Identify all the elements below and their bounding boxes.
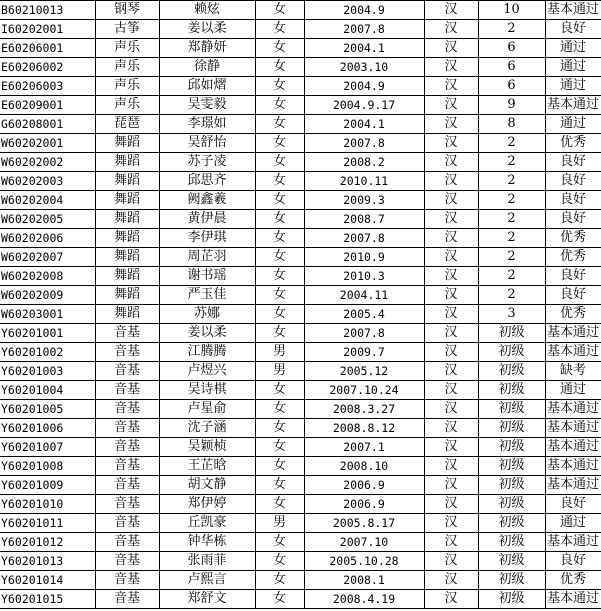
exam-level-cell[interactable]: 初级 bbox=[478, 495, 545, 514]
instrument-cell[interactable]: 舞蹈 bbox=[95, 267, 159, 286]
instrument-cell[interactable]: 音基 bbox=[95, 362, 159, 381]
exam-level-cell[interactable]: 初级 bbox=[478, 438, 545, 457]
ethnicity-cell[interactable]: 汉 bbox=[424, 172, 478, 191]
ethnicity-cell[interactable]: 汉 bbox=[424, 1, 478, 20]
student-id-cell[interactable]: W60202002 bbox=[0, 153, 95, 172]
student-id-cell[interactable]: I60202001 bbox=[0, 20, 95, 39]
student-id-cell[interactable]: Y60201006 bbox=[0, 419, 95, 438]
student-id-cell[interactable]: Y60201008 bbox=[0, 457, 95, 476]
student-id-cell[interactable]: Y60201001 bbox=[0, 324, 95, 343]
table-row bbox=[0, 39, 601, 58]
ethnicity-cell[interactable]: 汉 bbox=[424, 77, 478, 96]
result-grade-cell[interactable]: 通过 bbox=[545, 514, 601, 533]
result-grade-cell[interactable]: 优秀 bbox=[545, 134, 601, 153]
gender-cell[interactable]: 女 bbox=[255, 457, 304, 476]
result-grade-cell[interactable]: 基本通过 bbox=[545, 419, 601, 438]
exam-level-cell[interactable]: 3 bbox=[478, 305, 545, 324]
student-name-cell[interactable]: 李伊琪 bbox=[159, 229, 255, 248]
instrument-cell[interactable]: 古筝 bbox=[95, 20, 159, 39]
table-row bbox=[0, 438, 601, 457]
gender-cell[interactable]: 女 bbox=[255, 476, 304, 495]
student-name-cell[interactable]: 姜以柔 bbox=[159, 20, 255, 39]
table-row bbox=[0, 419, 601, 438]
birth-date-cell[interactable]: 2008.7 bbox=[304, 210, 424, 229]
exam-level-cell[interactable]: 8 bbox=[478, 115, 545, 134]
birth-date-cell[interactable]: 2006.9 bbox=[304, 476, 424, 495]
instrument-cell[interactable]: 音基 bbox=[95, 476, 159, 495]
result-grade-cell[interactable]: 良好 bbox=[545, 172, 601, 191]
instrument-cell[interactable]: 舞蹈 bbox=[95, 210, 159, 229]
result-grade-cell[interactable]: 良好 bbox=[545, 267, 601, 286]
table-row bbox=[0, 58, 601, 77]
birth-date-cell[interactable]: 2008.10 bbox=[304, 457, 424, 476]
result-grade-cell[interactable]: 基本通过 bbox=[545, 343, 601, 362]
gender-cell[interactable]: 女 bbox=[255, 305, 304, 324]
student-name-cell[interactable]: 邱如熠 bbox=[159, 77, 255, 96]
gender-cell[interactable]: 女 bbox=[255, 115, 304, 134]
gender-cell[interactable]: 女 bbox=[255, 400, 304, 419]
student-name-cell[interactable]: 严玉佳 bbox=[159, 286, 255, 305]
student-name-cell[interactable]: 徐静 bbox=[159, 58, 255, 77]
table-row bbox=[0, 495, 601, 514]
ethnicity-cell[interactable]: 汉 bbox=[424, 210, 478, 229]
instrument-cell[interactable]: 音基 bbox=[95, 343, 159, 362]
result-grade-cell[interactable]: 缺考 bbox=[545, 362, 601, 381]
exam-level-cell[interactable]: 10 bbox=[478, 1, 545, 20]
student-name-cell[interactable]: 姜以柔 bbox=[159, 324, 255, 343]
result-grade-cell[interactable]: 基本通过 bbox=[545, 96, 601, 115]
student-name-cell[interactable]: 胡文静 bbox=[159, 476, 255, 495]
result-grade-cell[interactable]: 优秀 bbox=[545, 571, 601, 590]
ethnicity-cell[interactable]: 汉 bbox=[424, 571, 478, 590]
exam-level-cell[interactable]: 初级 bbox=[478, 552, 545, 571]
exam-level-cell[interactable]: 9 bbox=[478, 96, 545, 115]
result-grade-cell[interactable]: 基本通过 bbox=[545, 533, 601, 552]
ethnicity-cell[interactable]: 汉 bbox=[424, 134, 478, 153]
instrument-cell[interactable]: 钢琴 bbox=[95, 1, 159, 20]
gender-cell[interactable]: 女 bbox=[255, 20, 304, 39]
student-id-cell[interactable]: W60202001 bbox=[0, 134, 95, 153]
student-id-cell[interactable]: W60202003 bbox=[0, 172, 95, 191]
result-grade-cell[interactable]: 基本通过 bbox=[545, 324, 601, 343]
ethnicity-cell[interactable]: 汉 bbox=[424, 267, 478, 286]
student-id-cell[interactable]: E60206003 bbox=[0, 77, 95, 96]
table-row bbox=[0, 20, 601, 39]
result-grade-cell[interactable]: 良好 bbox=[545, 286, 601, 305]
exam-level-cell[interactable]: 初级 bbox=[478, 400, 545, 419]
student-name-cell[interactable]: 苏娜 bbox=[159, 305, 255, 324]
instrument-cell[interactable]: 舞蹈 bbox=[95, 153, 159, 172]
result-grade-cell[interactable]: 基本通过 bbox=[545, 400, 601, 419]
exam-level-cell[interactable]: 初级 bbox=[478, 533, 545, 552]
instrument-cell[interactable]: 音基 bbox=[95, 400, 159, 419]
student-id-cell[interactable]: W60202004 bbox=[0, 191, 95, 210]
result-grade-cell[interactable]: 通过 bbox=[545, 58, 601, 77]
exam-level-cell[interactable]: 2 bbox=[478, 172, 545, 191]
instrument-cell[interactable]: 声乐 bbox=[95, 58, 159, 77]
student-name-cell[interactable]: 赖炫 bbox=[159, 1, 255, 20]
birth-date-cell[interactable]: 2004.9 bbox=[304, 1, 424, 20]
gender-cell[interactable]: 女 bbox=[255, 134, 304, 153]
student-id-cell[interactable]: Y60201005 bbox=[0, 400, 95, 419]
instrument-cell[interactable]: 舞蹈 bbox=[95, 172, 159, 191]
gender-cell[interactable]: 女 bbox=[255, 96, 304, 115]
exam-level-cell[interactable]: 2 bbox=[478, 286, 545, 305]
student-id-cell[interactable]: Y60201014 bbox=[0, 571, 95, 590]
gender-cell[interactable]: 女 bbox=[255, 571, 304, 590]
table-row bbox=[0, 210, 601, 229]
ethnicity-cell[interactable]: 汉 bbox=[424, 400, 478, 419]
result-grade-cell[interactable]: 优秀 bbox=[545, 305, 601, 324]
ethnicity-cell[interactable]: 汉 bbox=[424, 96, 478, 115]
table-row bbox=[0, 381, 601, 400]
student-id-cell[interactable]: B60210013 bbox=[0, 1, 95, 20]
birth-date-cell[interactable]: 2003.10 bbox=[304, 58, 424, 77]
birth-date-cell[interactable]: 2010.11 bbox=[304, 172, 424, 191]
birth-date-cell[interactable]: 2005.12 bbox=[304, 362, 424, 381]
ethnicity-cell[interactable]: 汉 bbox=[424, 58, 478, 77]
gender-cell[interactable]: 男 bbox=[255, 514, 304, 533]
ethnicity-cell[interactable]: 汉 bbox=[424, 438, 478, 457]
student-name-cell[interactable]: 卢熙言 bbox=[159, 571, 255, 590]
gender-cell[interactable]: 女 bbox=[255, 590, 304, 609]
exam-level-cell[interactable]: 初级 bbox=[478, 362, 545, 381]
result-grade-cell[interactable]: 良好 bbox=[545, 552, 601, 571]
ethnicity-cell[interactable]: 汉 bbox=[424, 115, 478, 134]
gender-cell[interactable]: 女 bbox=[255, 495, 304, 514]
student-name-cell[interactable]: 吴舒怡 bbox=[159, 134, 255, 153]
exam-level-cell[interactable]: 2 bbox=[478, 248, 545, 267]
student-name-cell[interactable]: 苏子凌 bbox=[159, 153, 255, 172]
birth-date-cell[interactable]: 2008.2 bbox=[304, 153, 424, 172]
gender-cell[interactable]: 女 bbox=[255, 324, 304, 343]
table-row bbox=[0, 571, 601, 590]
ethnicity-cell[interactable]: 汉 bbox=[424, 533, 478, 552]
table-row bbox=[0, 134, 601, 153]
instrument-cell[interactable]: 音基 bbox=[95, 552, 159, 571]
student-id-cell[interactable]: E60209001 bbox=[0, 96, 95, 115]
result-grade-cell[interactable]: 良好 bbox=[545, 495, 601, 514]
ethnicity-cell[interactable]: 汉 bbox=[424, 343, 478, 362]
ethnicity-cell[interactable]: 汉 bbox=[424, 590, 478, 609]
result-grade-cell[interactable]: 通过 bbox=[545, 77, 601, 96]
result-grade-cell[interactable]: 良好 bbox=[545, 153, 601, 172]
birth-date-cell[interactable]: 2007.10 bbox=[304, 533, 424, 552]
gender-cell[interactable]: 女 bbox=[255, 39, 304, 58]
gender-cell[interactable]: 女 bbox=[255, 1, 304, 20]
student-id-cell[interactable]: Y60201009 bbox=[0, 476, 95, 495]
exam-level-cell[interactable]: 2 bbox=[478, 191, 545, 210]
result-grade-cell[interactable]: 通过 bbox=[545, 381, 601, 400]
student-name-cell[interactable]: 张雨菲 bbox=[159, 552, 255, 571]
student-id-cell[interactable]: Y60201015 bbox=[0, 590, 95, 609]
ethnicity-cell[interactable]: 汉 bbox=[424, 362, 478, 381]
birth-date-cell[interactable]: 2009.3 bbox=[304, 191, 424, 210]
table-row bbox=[0, 343, 601, 362]
ethnicity-cell[interactable]: 汉 bbox=[424, 39, 478, 58]
table-row bbox=[0, 172, 601, 191]
ethnicity-cell[interactable]: 汉 bbox=[424, 476, 478, 495]
gender-cell[interactable]: 女 bbox=[255, 419, 304, 438]
gender-cell[interactable]: 女 bbox=[255, 248, 304, 267]
exam-level-cell[interactable]: 初级 bbox=[478, 324, 545, 343]
student-name-cell[interactable]: 吴颖桢 bbox=[159, 438, 255, 457]
exam-level-cell[interactable]: 初级 bbox=[478, 476, 545, 495]
exam-level-cell[interactable]: 初级 bbox=[478, 381, 545, 400]
birth-date-cell[interactable]: 2004.9.17 bbox=[304, 96, 424, 115]
ethnicity-cell[interactable]: 汉 bbox=[424, 381, 478, 400]
birth-date-cell[interactable]: 2005.4 bbox=[304, 305, 424, 324]
ethnicity-cell[interactable]: 汉 bbox=[424, 552, 478, 571]
student-id-cell[interactable]: W60202008 bbox=[0, 267, 95, 286]
result-grade-cell[interactable]: 优秀 bbox=[545, 248, 601, 267]
instrument-cell[interactable]: 声乐 bbox=[95, 77, 159, 96]
student-name-cell[interactable]: 郑静妍 bbox=[159, 39, 255, 58]
instrument-cell[interactable]: 声乐 bbox=[95, 39, 159, 58]
student-id-cell[interactable]: Y60201002 bbox=[0, 343, 95, 362]
instrument-cell[interactable]: 音基 bbox=[95, 533, 159, 552]
ethnicity-cell[interactable]: 汉 bbox=[424, 305, 478, 324]
birth-date-cell[interactable]: 2007.8 bbox=[304, 324, 424, 343]
instrument-cell[interactable]: 音基 bbox=[95, 381, 159, 400]
result-grade-cell[interactable]: 基本通过 bbox=[545, 1, 601, 20]
table-row bbox=[0, 77, 601, 96]
table-row bbox=[0, 1, 601, 20]
student-id-cell[interactable]: Y60201012 bbox=[0, 533, 95, 552]
exam-level-cell[interactable]: 初级 bbox=[478, 419, 545, 438]
instrument-cell[interactable]: 音基 bbox=[95, 438, 159, 457]
table-row bbox=[0, 267, 601, 286]
table-row bbox=[0, 324, 601, 343]
birth-date-cell[interactable]: 2004.1 bbox=[304, 39, 424, 58]
table-row bbox=[0, 552, 601, 571]
exam-level-cell[interactable]: 6 bbox=[478, 39, 545, 58]
student-name-cell[interactable]: 吴雯毅 bbox=[159, 96, 255, 115]
birth-date-cell[interactable]: 2010.3 bbox=[304, 267, 424, 286]
result-grade-cell[interactable]: 基本通过 bbox=[545, 476, 601, 495]
gender-cell[interactable]: 女 bbox=[255, 552, 304, 571]
instrument-cell[interactable]: 音基 bbox=[95, 571, 159, 590]
table-row bbox=[0, 590, 601, 609]
gender-cell[interactable]: 女 bbox=[255, 381, 304, 400]
instrument-cell[interactable]: 音基 bbox=[95, 514, 159, 533]
birth-date-cell[interactable]: 2007.8 bbox=[304, 20, 424, 39]
ethnicity-cell[interactable]: 汉 bbox=[424, 324, 478, 343]
birth-date-cell[interactable]: 2008.8.12 bbox=[304, 419, 424, 438]
student-name-cell[interactable]: 周芷羽 bbox=[159, 248, 255, 267]
student-id-cell[interactable]: Y60201013 bbox=[0, 552, 95, 571]
result-grade-cell[interactable]: 良好 bbox=[545, 191, 601, 210]
ethnicity-cell[interactable]: 汉 bbox=[424, 419, 478, 438]
gender-cell[interactable]: 女 bbox=[255, 58, 304, 77]
birth-date-cell[interactable]: 2010.9 bbox=[304, 248, 424, 267]
student-name-cell[interactable]: 沈子涵 bbox=[159, 419, 255, 438]
student-name-cell[interactable]: 黄伊晨 bbox=[159, 210, 255, 229]
birth-date-cell[interactable]: 2005.8.17 bbox=[304, 514, 424, 533]
birth-date-cell[interactable]: 2004.11 bbox=[304, 286, 424, 305]
ethnicity-cell[interactable]: 汉 bbox=[424, 248, 478, 267]
gender-cell[interactable]: 女 bbox=[255, 229, 304, 248]
student-id-cell[interactable]: Y60201011 bbox=[0, 514, 95, 533]
ethnicity-cell[interactable]: 汉 bbox=[424, 514, 478, 533]
student-id-cell[interactable]: G60208001 bbox=[0, 115, 95, 134]
instrument-cell[interactable]: 舞蹈 bbox=[95, 248, 159, 267]
birth-date-cell[interactable]: 2007.1 bbox=[304, 438, 424, 457]
birth-date-cell[interactable]: 2005.10.28 bbox=[304, 552, 424, 571]
student-name-cell[interactable]: 王芷晗 bbox=[159, 457, 255, 476]
instrument-cell[interactable]: 舞蹈 bbox=[95, 191, 159, 210]
exam-level-cell[interactable]: 初级 bbox=[478, 514, 545, 533]
birth-date-cell[interactable]: 2008.3.27 bbox=[304, 400, 424, 419]
student-name-cell[interactable]: 郑舒文 bbox=[159, 590, 255, 609]
table-row bbox=[0, 96, 601, 115]
student-id-cell[interactable]: W60202009 bbox=[0, 286, 95, 305]
instrument-cell[interactable]: 音基 bbox=[95, 419, 159, 438]
student-id-cell[interactable]: Y60201004 bbox=[0, 381, 95, 400]
instrument-cell[interactable]: 音基 bbox=[95, 495, 159, 514]
birth-date-cell[interactable]: 2009.7 bbox=[304, 343, 424, 362]
result-grade-cell[interactable]: 优秀 bbox=[545, 229, 601, 248]
birth-date-cell[interactable]: 2008.4.19 bbox=[304, 590, 424, 609]
student-id-cell[interactable]: E60206001 bbox=[0, 39, 95, 58]
instrument-cell[interactable]: 音基 bbox=[95, 590, 159, 609]
student-name-cell[interactable]: 丘凯豪 bbox=[159, 514, 255, 533]
student-name-cell[interactable]: 李璟如 bbox=[159, 115, 255, 134]
gender-cell[interactable]: 男 bbox=[255, 362, 304, 381]
table-row bbox=[0, 229, 601, 248]
birth-date-cell[interactable]: 2006.9 bbox=[304, 495, 424, 514]
student-id-cell[interactable]: Y60201010 bbox=[0, 495, 95, 514]
result-grade-cell[interactable]: 通过 bbox=[545, 115, 601, 134]
student-name-cell[interactable]: 吴诗棋 bbox=[159, 381, 255, 400]
exam-level-cell[interactable]: 初级 bbox=[478, 571, 545, 590]
exam-level-cell[interactable]: 6 bbox=[478, 58, 545, 77]
result-grade-cell[interactable]: 基本通过 bbox=[545, 438, 601, 457]
table-row bbox=[0, 191, 601, 210]
instrument-cell[interactable]: 舞蹈 bbox=[95, 229, 159, 248]
student-name-cell[interactable]: 郑伊婷 bbox=[159, 495, 255, 514]
student-id-cell[interactable]: E60206002 bbox=[0, 58, 95, 77]
birth-date-cell[interactable]: 2004.9 bbox=[304, 77, 424, 96]
gender-cell[interactable]: 女 bbox=[255, 533, 304, 552]
exam-level-cell[interactable]: 初级 bbox=[478, 343, 545, 362]
gender-cell[interactable]: 女 bbox=[255, 153, 304, 172]
gender-cell[interactable]: 男 bbox=[255, 343, 304, 362]
exam-level-cell[interactable]: 2 bbox=[478, 20, 545, 39]
table-row bbox=[0, 248, 601, 267]
student-id-cell[interactable]: Y60201007 bbox=[0, 438, 95, 457]
instrument-cell[interactable]: 舞蹈 bbox=[95, 305, 159, 324]
gender-cell[interactable]: 女 bbox=[255, 77, 304, 96]
student-name-cell[interactable]: 阙鑫羲 bbox=[159, 191, 255, 210]
table-row bbox=[0, 400, 601, 419]
table-row bbox=[0, 115, 601, 134]
birth-date-cell[interactable]: 2007.8 bbox=[304, 229, 424, 248]
student-id-cell[interactable]: W60202005 bbox=[0, 210, 95, 229]
instrument-cell[interactable]: 音基 bbox=[95, 457, 159, 476]
gender-cell[interactable]: 女 bbox=[255, 191, 304, 210]
student-name-cell[interactable]: 江腾腾 bbox=[159, 343, 255, 362]
exam-level-cell[interactable]: 2 bbox=[478, 267, 545, 286]
student-name-cell[interactable]: 谢书瑶 bbox=[159, 267, 255, 286]
result-grade-cell[interactable]: 基本通过 bbox=[545, 590, 601, 609]
result-grade-cell[interactable]: 良好 bbox=[545, 20, 601, 39]
instrument-cell[interactable]: 音基 bbox=[95, 324, 159, 343]
table-row bbox=[0, 514, 601, 533]
gender-cell[interactable]: 女 bbox=[255, 172, 304, 191]
table-row bbox=[0, 305, 601, 324]
exam-level-cell[interactable]: 2 bbox=[478, 210, 545, 229]
table-body bbox=[0, 1, 601, 609]
exam-level-cell[interactable]: 初级 bbox=[478, 457, 545, 476]
student-name-cell[interactable]: 卢煜兴 bbox=[159, 362, 255, 381]
student-id-cell[interactable]: W60203001 bbox=[0, 305, 95, 324]
gender-cell[interactable]: 女 bbox=[255, 210, 304, 229]
exam-level-cell[interactable]: 2 bbox=[478, 134, 545, 153]
table-row bbox=[0, 286, 601, 305]
student-name-cell[interactable]: 邱思齐 bbox=[159, 172, 255, 191]
ethnicity-cell[interactable]: 汉 bbox=[424, 191, 478, 210]
instrument-cell[interactable]: 琵琶 bbox=[95, 115, 159, 134]
student-id-cell[interactable]: W60202006 bbox=[0, 229, 95, 248]
gender-cell[interactable]: 女 bbox=[255, 438, 304, 457]
instrument-cell[interactable]: 声乐 bbox=[95, 96, 159, 115]
table-row bbox=[0, 533, 601, 552]
birth-date-cell[interactable]: 2007.8 bbox=[304, 134, 424, 153]
birth-date-cell[interactable]: 2007.10.24 bbox=[304, 381, 424, 400]
table-row bbox=[0, 476, 601, 495]
ethnicity-cell[interactable]: 汉 bbox=[424, 153, 478, 172]
student-id-cell[interactable]: Y60201003 bbox=[0, 362, 95, 381]
ethnicity-cell[interactable]: 汉 bbox=[424, 286, 478, 305]
gender-cell[interactable]: 女 bbox=[255, 286, 304, 305]
instrument-cell[interactable]: 舞蹈 bbox=[95, 134, 159, 153]
ethnicity-cell[interactable]: 汉 bbox=[424, 457, 478, 476]
result-grade-cell[interactable]: 良好 bbox=[545, 210, 601, 229]
result-grade-cell[interactable]: 基本通过 bbox=[545, 457, 601, 476]
exam-level-cell[interactable]: 初级 bbox=[478, 590, 545, 609]
student-name-cell[interactable]: 卢星俞 bbox=[159, 400, 255, 419]
exam-level-cell[interactable]: 6 bbox=[478, 77, 545, 96]
gender-cell[interactable]: 女 bbox=[255, 267, 304, 286]
ethnicity-cell[interactable]: 汉 bbox=[424, 229, 478, 248]
exam-level-cell[interactable]: 2 bbox=[478, 229, 545, 248]
ethnicity-cell[interactable]: 汉 bbox=[424, 20, 478, 39]
student-name-cell[interactable]: 钟华栋 bbox=[159, 533, 255, 552]
exam-level-cell[interactable]: 2 bbox=[478, 153, 545, 172]
student-id-cell[interactable]: W60202007 bbox=[0, 248, 95, 267]
table-row bbox=[0, 362, 601, 381]
result-grade-cell[interactable]: 通过 bbox=[545, 39, 601, 58]
birth-date-cell[interactable]: 2008.1 bbox=[304, 571, 424, 590]
instrument-cell[interactable]: 舞蹈 bbox=[95, 286, 159, 305]
table-row bbox=[0, 153, 601, 172]
table-row bbox=[0, 457, 601, 476]
ethnicity-cell[interactable]: 汉 bbox=[424, 495, 478, 514]
birth-date-cell[interactable]: 2004.1 bbox=[304, 115, 424, 134]
